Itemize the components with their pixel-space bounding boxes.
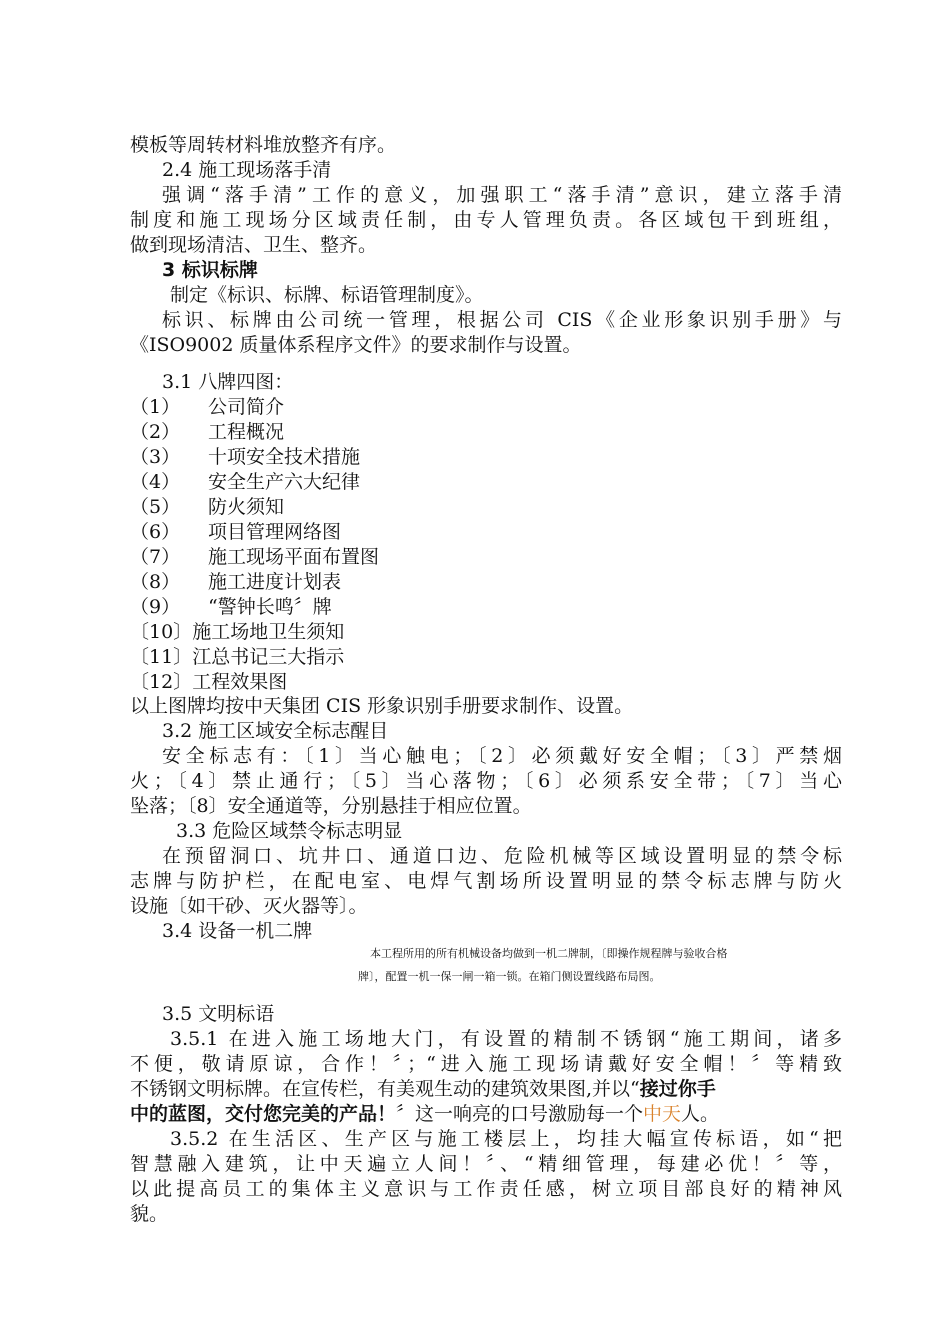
section-heading-3: 3 标识标牌 bbox=[162, 259, 258, 281]
list-item bbox=[130, 645, 344, 669]
paragraph-line: 坠落；〔8〕安全通道等，分别悬挂于相应位置。 bbox=[130, 795, 532, 817]
paragraph-line: 制定《标识、标牌、标语管理制度》。 bbox=[170, 284, 484, 306]
paragraph-line: 不便，敬请原谅，合作！〞；“进入施工现场请戴好安全帽！〞等精致 bbox=[130, 1053, 842, 1075]
list-item-text: 防火须知 bbox=[208, 496, 285, 518]
list-item-text: 项目管理网络图 bbox=[208, 521, 342, 543]
small-note-line: 本工程所用的所有机械设备均做到一机二牌制，〔即操作规程牌与验收合格 bbox=[370, 947, 728, 960]
paragraph-line: 模板等周转材料堆放整齐有序。 bbox=[130, 134, 397, 156]
company-name-highlight: 中天 bbox=[643, 1103, 682, 1125]
list-item bbox=[130, 620, 344, 644]
list-item-text: 工程效果图 bbox=[192, 671, 288, 693]
paragraph-line: 3.5.1 在进入施工场地大门，有设置的精制不锈钢“施工期间，诸多 bbox=[170, 1028, 842, 1050]
section-heading-3-4: 3.4 设备一机二牌 bbox=[162, 920, 313, 942]
list-item-number: （2） bbox=[130, 421, 181, 443]
list-item bbox=[130, 495, 284, 519]
list-item-number: （4） bbox=[130, 471, 181, 493]
list-item-text: “警钟长鸣〞牌 bbox=[208, 596, 332, 618]
paragraph-line: 安全标志有：〔1〕当心触电；〔2〕必须戴好安全帽；〔3〕严禁烟 bbox=[162, 745, 842, 767]
paragraph-line: 标识、标牌由公司统一管理，根据公司 CIS《企业形象识别手册》与 bbox=[162, 309, 842, 331]
paragraph-line: 制度和施工现场分区域责任制，由专人管理负责。各区域包干到班组， bbox=[130, 209, 842, 231]
paragraph-line: 《ISO9002 质量体系程序文件》的要求制作与设置。 bbox=[130, 334, 582, 356]
paragraph-line bbox=[130, 1077, 716, 1101]
list-item-number: （1） bbox=[130, 396, 181, 418]
paragraph-line: 做到现场清洁、卫生、整齐。 bbox=[130, 234, 378, 256]
list-item-number: （9） bbox=[130, 596, 181, 618]
list-item bbox=[130, 470, 360, 494]
paragraph-line: 智慧融入建筑，让中天遍立人间！〞、“精细管理，每建必优！〞等， bbox=[130, 1153, 842, 1175]
list-item-number: （3） bbox=[130, 446, 181, 468]
list-item-text: 十项安全技术措施 bbox=[208, 446, 361, 468]
list-item bbox=[130, 395, 284, 419]
paragraph-text: 人。 bbox=[681, 1103, 720, 1125]
list-item-text: 施工场地卫生须知 bbox=[192, 621, 345, 643]
list-item-text: 工程概况 bbox=[208, 421, 285, 443]
list-item-number: 〔10〕 bbox=[130, 621, 193, 643]
paragraph-line: 强调“落手清”工作的意义，加强职工“落手清”意识，建立落手清 bbox=[162, 184, 842, 206]
list-item-number: （7） bbox=[130, 546, 181, 568]
paragraph-text: 〞这一响亮的口号激励每一个 bbox=[396, 1103, 644, 1125]
section-heading-2-4: 2.4 施工现场落手清 bbox=[162, 159, 332, 181]
section-heading-3-3: 3.3 危险区域禁令标志明显 bbox=[176, 820, 403, 842]
section-heading-3-2: 3.2 施工区域安全标志醒目 bbox=[162, 720, 389, 742]
section-heading-3-5: 3.5 文明标语 bbox=[162, 1003, 275, 1025]
list-item-text: 施工现场平面布置图 bbox=[208, 546, 380, 568]
list-item bbox=[130, 595, 332, 619]
paragraph-line: 以此提高员工的集体主义意识与工作责任感，树立项目部良好的精神风 bbox=[130, 1178, 842, 1200]
list-item bbox=[130, 670, 287, 694]
list-item bbox=[130, 570, 341, 594]
list-item-number: （8） bbox=[130, 571, 181, 593]
paragraph-line: 火；〔4〕禁止通行；〔5〕当心落物；〔6〕必须系安全带；〔7〕当心 bbox=[130, 770, 842, 792]
list-item bbox=[130, 445, 360, 469]
list-item-text: 公司简介 bbox=[208, 396, 285, 418]
slogan-bold: 接过你手 bbox=[639, 1078, 716, 1100]
list-item bbox=[130, 545, 379, 569]
small-note-line: 牌〕，配置一机一保一闸一箱一锁。在箱门侧设置线路布局图。 bbox=[358, 970, 661, 983]
list-item-number: 〔11〕 bbox=[130, 646, 193, 668]
paragraph-text: 不锈钢文明标牌。在宣传栏，有美观生动的建筑效果图,并以“ bbox=[130, 1078, 640, 1100]
paragraph-line: 在预留洞口、坑井口、通道口边、危险机械等区域设置明显的禁令标 bbox=[162, 845, 842, 867]
list-item-number: （5） bbox=[130, 496, 181, 518]
paragraph-line: 3.5.2 在生活区、生产区与施工楼层上，均挂大幅宣传标语，如“把 bbox=[170, 1128, 842, 1150]
list-item-number: （6） bbox=[130, 521, 181, 543]
list-item-text: 江总书记三大指示 bbox=[192, 646, 345, 668]
list-item bbox=[130, 420, 284, 444]
list-item-text: 施工进度计划表 bbox=[208, 571, 342, 593]
section-heading-3-1: 3.1 八牌四图： bbox=[162, 371, 294, 393]
list-item-text: 安全生产六大纪律 bbox=[208, 471, 361, 493]
paragraph-line bbox=[130, 1102, 719, 1126]
paragraph-line: 设施〔如干砂、灭火器等〕。 bbox=[130, 895, 368, 917]
paragraph-line: 志牌与防护栏，在配电室、电焊气割场所设置明显的禁令标志牌与防火 bbox=[130, 870, 842, 892]
paragraph-line: 貌。 bbox=[130, 1203, 169, 1225]
list-item-number: 〔12〕 bbox=[130, 671, 193, 693]
paragraph-line: 以上图牌均按中天集团 CIS 形象识别手册要求制作、设置。 bbox=[130, 695, 634, 717]
slogan-bold: 中的蓝图，交付您完美的产品！ bbox=[130, 1103, 397, 1125]
list-item bbox=[130, 520, 341, 544]
